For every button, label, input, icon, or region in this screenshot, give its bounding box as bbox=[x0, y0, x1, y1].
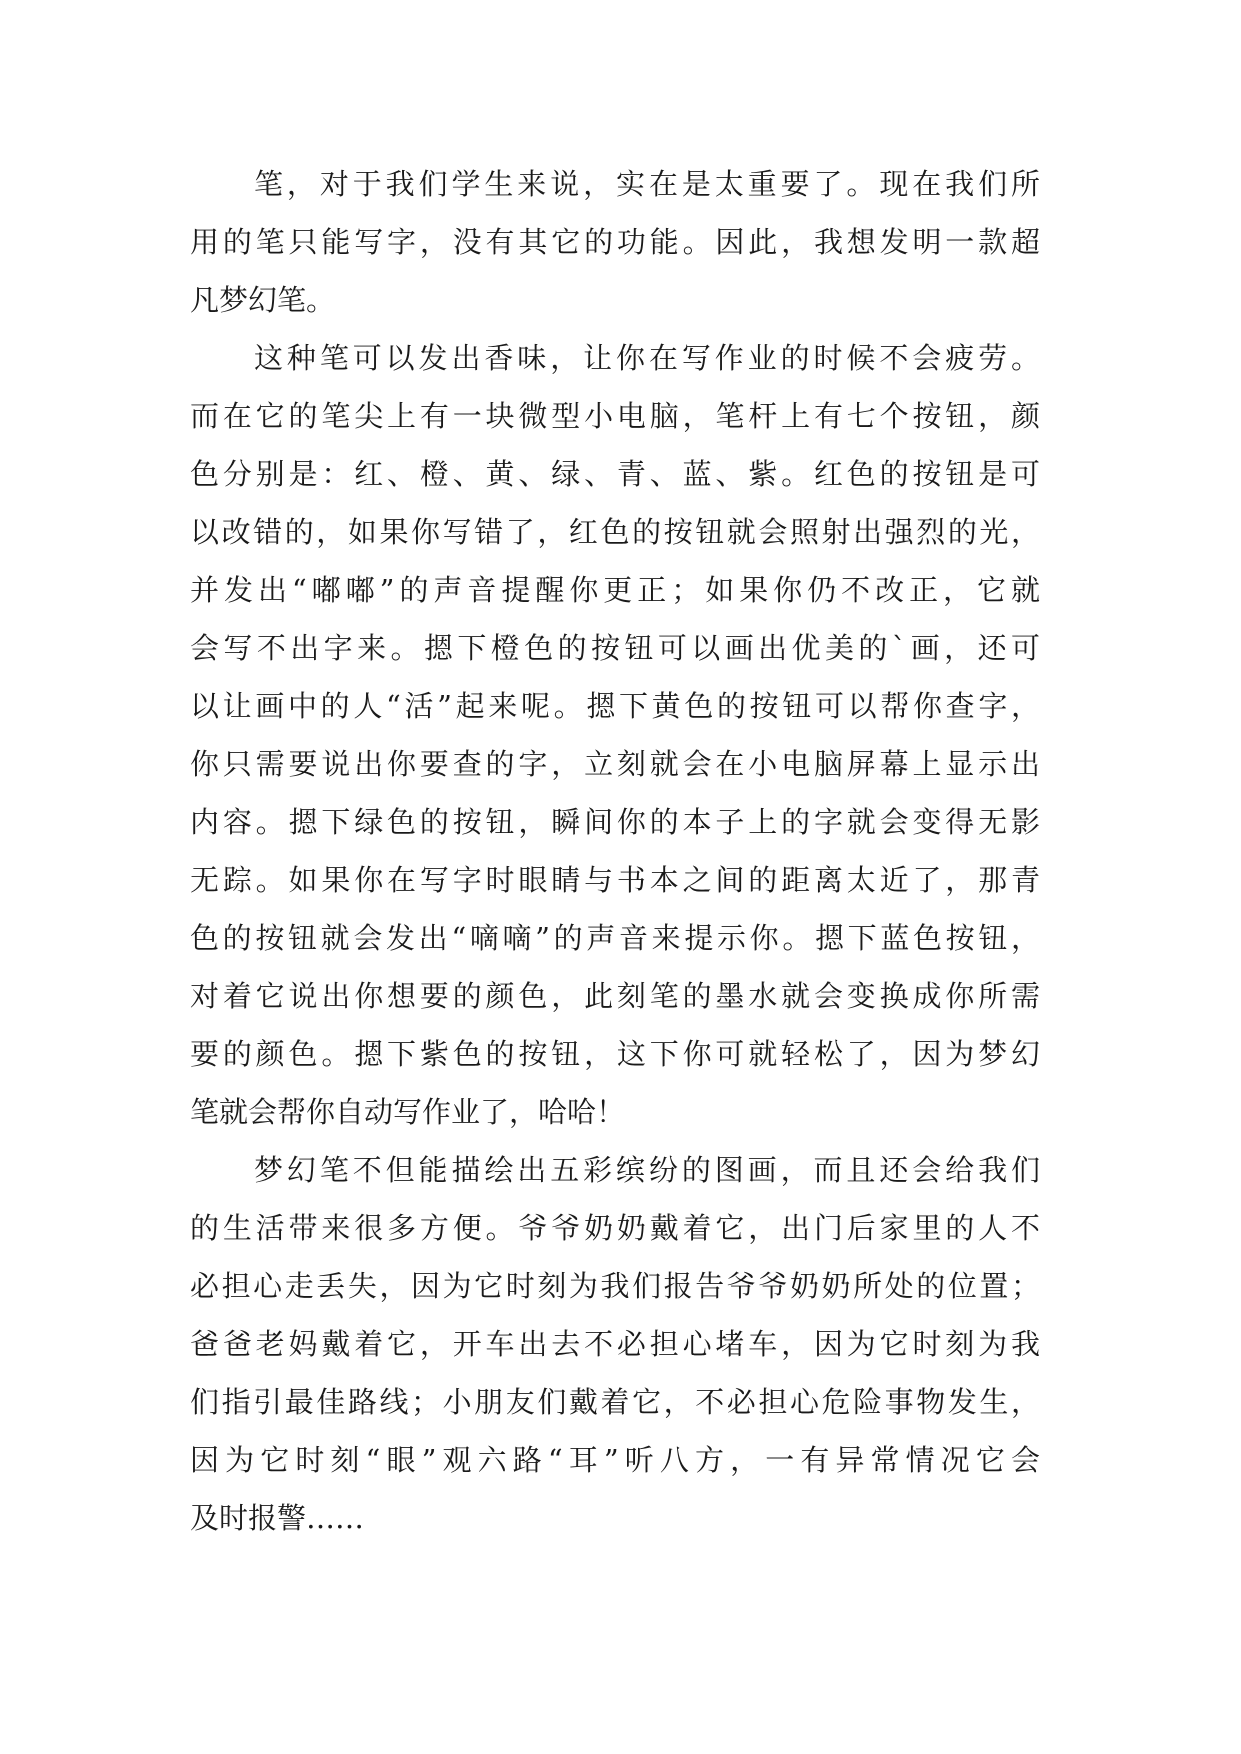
paragraph-2-line-8: 你只需要说出你要查的字，立刻就会在小电脑屏幕上显示出 bbox=[190, 747, 1040, 781]
paragraph-2-line-13: 要的颜色。摁下紫色的按钮，这下你可就轻松了，因为梦幻 bbox=[190, 1037, 1040, 1071]
paragraph-1-line-3: 凡梦幻笔。 bbox=[190, 283, 336, 317]
paragraph-2-line-14: 笔就会帮你自动写作业了，哈哈！ bbox=[190, 1095, 626, 1129]
paragraph-2-line-10: 无踪。如果你在写字时眼睛与书本之间的距离太近了，那青 bbox=[190, 863, 1040, 897]
paragraph-2-line-9: 内容。摁下绿色的按钮，瞬间你的本子上的字就会变得无影 bbox=[190, 805, 1040, 839]
paragraph-2-line-11: 色的按钮就会发出“嘀嘀”的声音来提示你。摁下蓝色按钮， bbox=[190, 921, 1040, 955]
paragraph-2-line-3: 色分别是：红、橙、黄、绿、青、蓝、紫。红色的按钮是可 bbox=[190, 457, 1040, 491]
paragraph-3-line-1: 梦幻笔不但能描绘出五彩缤纷的图画，而且还会给我们 bbox=[254, 1153, 1040, 1187]
paragraph-2-line-7: 以让画中的人“活”起来呢。摁下黄色的按钮可以帮你查字， bbox=[190, 689, 1040, 723]
paragraph-3-line-7: 及时报警…… bbox=[190, 1501, 365, 1535]
paragraph-2-line-5: 并发出“嘟嘟”的声音提醒你更正；如果你仍不改正，它就 bbox=[190, 573, 1040, 607]
paragraph-3-line-5: 们指引最佳路线；小朋友们戴着它，不必担心危险事物发生， bbox=[190, 1385, 1040, 1419]
paragraph-1-line-2: 用的笔只能写字，没有其它的功能。因此，我想发明一款超 bbox=[190, 225, 1040, 259]
paragraph-2-line-2: 而在它的笔尖上有一块微型小电脑，笔杆上有七个按钮，颜 bbox=[190, 399, 1040, 433]
paragraph-2-line-4: 以改错的，如果你写错了，红色的按钮就会照射出强烈的光， bbox=[190, 515, 1040, 549]
paragraph-3-line-2: 的生活带来很多方便。爷爷奶奶戴着它，出门后家里的人不 bbox=[190, 1211, 1040, 1245]
paragraph-3-line-6: 因为它时刻“眼”观六路“耳”听八方，一有异常情况它会 bbox=[190, 1443, 1040, 1477]
paragraph-2-line-6: 会写不出字来。摁下橙色的按钮可以画出优美的`画，还可 bbox=[190, 631, 1040, 665]
essay-body bbox=[190, 155, 1040, 1547]
paragraph-3-line-3: 必担心走丢失，因为它时刻为我们报告爷爷奶奶所处的位置； bbox=[190, 1269, 1040, 1303]
paragraph-3-line-4: 爸爸老妈戴着它，开车出去不必担心堵车，因为它时刻为我 bbox=[190, 1327, 1040, 1361]
paragraph-2-line-12: 对着它说出你想要的颜色，此刻笔的墨水就会变换成你所需 bbox=[190, 979, 1040, 1013]
paragraph-2-line-1: 这种笔可以发出香味，让你在写作业的时候不会疲劳。 bbox=[254, 341, 1040, 375]
paragraph-1-line-1: 笔，对于我们学生来说，实在是太重要了。现在我们所 bbox=[254, 167, 1040, 201]
